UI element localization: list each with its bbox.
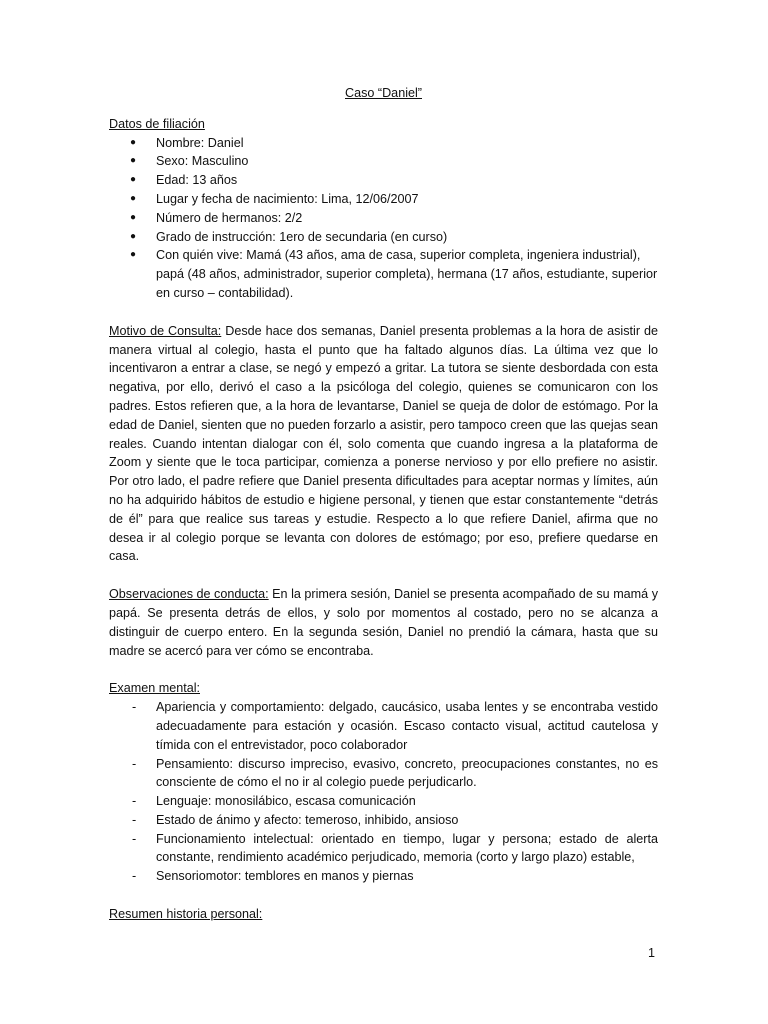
section-observaciones	[109, 585, 658, 660]
filiacion-item-hermanos: ● Número de hermanos: 2/2	[109, 209, 658, 228]
examen-list	[109, 698, 658, 886]
examen-item-animo: - Estado de ánimo y afecto: temeroso, inhibido, ansioso	[109, 811, 658, 830]
page-number: 1	[648, 946, 656, 960]
section-examen-mental	[109, 679, 658, 886]
filiacion-item-edad: ● Edad: 13 años	[109, 171, 658, 190]
motivo-text: Desde hace dos semanas, Daniel presenta problemas a la hora de asistir de manera virtual al colegio, hasta el punto que ha faltado algunos días. La última vez que lo incentivaron a entrar a clase, se negó y empezó a gritar. La tutora se siente desbordada con esta negativa, por ello, derivó el caso a la psicóloga del colegio, quienes se comunicaron con los padres. Estos refieren que, a la hora de levantarse, Daniel se queja de dolor de estómago. Por la edad de Daniel, sienten que no pueden forzarlo a asistir, pero tampoco creen que las quejas sean reales. Cuando intentan dialogar con él, solo comenta que cuando ingresa a la plataforma de Zoom y siente que le toca participar, comienza a ponerse nervioso y por ello prefiere no asistir. Por otro lado, el padre refiere que Daniel presenta dificultades para aceptar normas y límites, aún no ha adquirido hábitos de estudio e higiene personal, y tienen que estar constantemente “detrás de él” para que realice sus tareas y estudie. Respecto a lo que refiere Daniel, afirma que no desea ir al colegio porque se levanta con dolores de estómago; por eso, prefiere quedarse en casa.	[109, 323, 658, 564]
examen-item-intelectual: - Funcionamiento intelectual: orientado en tiempo, lugar y persona; estado de alerta constante, rendimiento académico perjudicado, memoria (corto y largo plazo) estable,	[109, 830, 658, 868]
document-title: Caso “Daniel”	[345, 86, 422, 100]
filiacion-item-nacimiento: ● Lugar y fecha de nacimiento: Lima, 12/06/2007	[109, 190, 658, 209]
heading-observaciones: Observaciones de conducta:	[109, 587, 269, 602]
filiacion-list	[109, 134, 658, 303]
heading-datos-filiacion: Datos de filiación	[109, 116, 205, 131]
examen-item-sensoriomotor: - Sensoriomotor: temblores en manos y piernas	[109, 867, 658, 886]
filiacion-item-sexo: ● Sexo: Masculino	[109, 152, 658, 171]
section-motivo-consulta	[109, 322, 658, 566]
observaciones-paragraph	[109, 585, 658, 660]
filiacion-item-instruccion: ● Grado de instrucción: 1ero de secundaria (en curso)	[109, 228, 658, 247]
examen-item-apariencia: - Apariencia y comportamiento: delgado, caucásico, usaba lentes y se encontraba vestido adecuadamente para estación y ocasión. Escaso contacto visual, actitud cautelosa y tímida con el entrevistador, poco colaborador	[109, 698, 658, 754]
examen-item-pensamiento: - Pensamiento: discurso impreciso, evasivo, concreto, preocupaciones constantes, no es consciente de cómo el no ir al colegio puede perjudicarlo.	[109, 755, 658, 793]
heading-resumen: Resumen historia personal:	[109, 907, 263, 922]
heading-motivo-consulta: Motivo de Consulta:	[109, 323, 222, 338]
filiacion-item-vive: ● Con quién vive: Mamá (43 años, ama de casa, superior completa, ingeniera industrial), papá (48 años, administrador, superior completa), hermana (17 años, estudiante, superior en curso – contabilidad).	[109, 246, 658, 302]
observaciones-text: En la primera sesión, Daniel se presenta acompañado de su mamá y papá. Se presenta detrás de ellos, y solo por momentos al costado, pero no se alcanza a distinguir de cuerpo entero. En la segunda sesión, Daniel no prendió la cámara, hasta que su madre se acercó para ver cómo se encontraba.	[109, 587, 658, 658]
section-datos-filiacion	[109, 115, 658, 303]
section-resumen	[109, 905, 658, 924]
heading-examen-mental: Examen mental:	[109, 681, 200, 696]
filiacion-item-nombre: ● Nombre: Daniel	[109, 134, 658, 153]
examen-item-lenguaje: - Lenguaje: monosilábico, escasa comunicación	[109, 792, 658, 811]
motivo-paragraph	[109, 322, 658, 566]
document-body	[109, 84, 658, 943]
